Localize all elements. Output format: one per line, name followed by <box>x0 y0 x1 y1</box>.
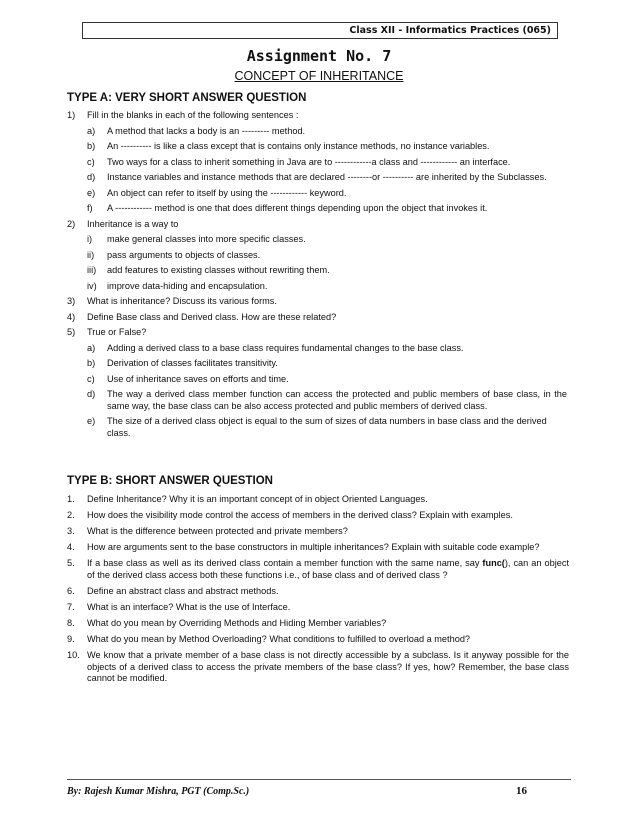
question-text: What is the difference between protected and private members? <box>87 526 348 537</box>
question-text: What is inheritance? Discuss its various forms. <box>87 296 277 306</box>
question-b7 <box>67 602 569 614</box>
question-b1 <box>67 494 569 506</box>
sub-number: ii) <box>87 249 95 260</box>
question-text: What is an interface? What is the use of Interface. <box>87 602 291 613</box>
sub-text: Instance variables and instance methods that are declared --------or ---------- are inherited by the Subclasses. <box>107 172 547 182</box>
sub-question <box>87 203 567 215</box>
question-number: 2) <box>67 218 76 229</box>
question-b10 <box>67 650 569 685</box>
question-text: Define Base class and Derived class. How are these related? <box>87 311 337 322</box>
question-number: 6. <box>67 585 75 596</box>
sub-question <box>87 416 567 439</box>
sub-number: d) <box>87 389 96 399</box>
sub-question <box>87 234 567 246</box>
sub-number: d) <box>87 172 96 182</box>
question-text: We know that a private member of a base class is not directly accessible by a subclass. Is it anyway possible for the objects of a derived class to access the private members of the base class? If yes, how? Remember, the base class cannot be modified. <box>87 650 569 684</box>
header-box <box>82 22 558 39</box>
question-b3 <box>67 526 569 538</box>
sub-question <box>87 389 567 412</box>
sub-text: Two ways for a class to inherit something in Java are to ------------a class and ------------ an interface. <box>107 156 511 167</box>
sub-text: pass arguments to objects of classes. <box>107 249 261 260</box>
question-text: True or False? <box>87 327 147 337</box>
sub-question <box>87 281 567 293</box>
sub-question <box>87 250 567 262</box>
sub-question <box>87 126 567 138</box>
sub-question <box>87 265 567 277</box>
question-number: 4. <box>67 542 75 553</box>
question-number: 1) <box>67 110 76 120</box>
question-number: 5) <box>67 327 76 337</box>
sub-question <box>87 141 567 153</box>
question-number: 4) <box>67 311 76 322</box>
question-b2 <box>67 510 569 522</box>
question-a5 <box>67 327 567 439</box>
sub-number: b) <box>87 358 96 368</box>
sub-question <box>87 157 567 169</box>
question-a4 <box>67 312 567 324</box>
sub-text: make general classes into more specific classes. <box>107 234 306 244</box>
sub-question <box>87 172 567 184</box>
footer-divider <box>67 779 571 780</box>
course-header: Class XII - Informatics Practices (065) <box>349 25 551 36</box>
sub-text: Adding a derived class to a base class requires fundamental changes to the base class. <box>107 342 464 353</box>
question-number: 1. <box>67 494 75 504</box>
question-number: 3) <box>67 296 76 306</box>
question-b4 <box>67 542 569 554</box>
sub-number: f) <box>87 203 93 213</box>
sub-number: iv) <box>87 280 97 291</box>
sub-question <box>87 343 567 355</box>
sub-text: A method that lacks a body is an --------- method. <box>107 125 306 136</box>
section-b-heading: TYPE B: SHORT ANSWER QUESTION <box>67 475 273 487</box>
sub-question <box>87 358 567 370</box>
sub-text: An object can refer to itself by using the ------------ keyword. <box>107 187 347 198</box>
question-text: Define an abstract class and abstract methods. <box>87 585 279 596</box>
question-number: 7. <box>67 602 75 613</box>
sub-number: e) <box>87 416 96 426</box>
question-text <box>87 558 569 581</box>
section-b-list <box>67 494 569 689</box>
question-text-end: ), can an object of the derived class access both these functions i.e., of base class and of derived class ? <box>87 558 569 580</box>
question-b5 <box>67 558 569 581</box>
assignment-subtitle: CONCEPT OF INHERITANCE <box>234 69 404 83</box>
question-text: What do you mean by Overriding Methods and Hiding Member variables? <box>87 618 387 629</box>
question-text: How does the visibility mode control the access of members in the derived class? Explain with examples. <box>87 510 513 521</box>
section-a-heading: TYPE A: VERY SHORT ANSWER QUESTION <box>67 92 307 104</box>
question-text: How are arguments sent to the base constructors in multiple inheritances? Explain with suitable code example? <box>87 542 540 553</box>
sub-number: c) <box>87 156 95 167</box>
question-b6 <box>67 586 569 598</box>
sub-text: Derivation of classes facilitates transitivity. <box>107 358 278 368</box>
question-number: 10. <box>67 650 80 661</box>
question-text-start: If a base class as well as its derived class contain a member function with the same name, say <box>87 558 483 569</box>
function-name: func( <box>482 558 505 569</box>
section-a-list <box>67 110 567 443</box>
question-number: 9. <box>67 634 75 645</box>
question-b9 <box>67 634 569 646</box>
question-text: Define Inheritance? Why it is an important concept of in object Oriented Languages. <box>87 494 428 504</box>
question-number: 5. <box>67 558 75 569</box>
sub-question <box>87 374 567 386</box>
sub-number: c) <box>87 373 95 384</box>
sub-text: The way a derived class member function can access the protected and public members of base class, in the same way, the base class can be also access protected and public members of derived class. <box>107 389 567 411</box>
question-number: 2. <box>67 510 75 521</box>
sub-number: iii) <box>87 265 97 275</box>
sub-number: a) <box>87 125 96 136</box>
sub-number: b) <box>87 141 96 151</box>
sub-question <box>87 188 567 200</box>
assignment-title: Assignment No. 7 <box>246 47 392 65</box>
sub-text: add features to existing classes without rewriting them. <box>107 265 330 275</box>
question-number: 8. <box>67 618 75 629</box>
sub-text: Use of inheritance saves on efforts and time. <box>107 373 289 384</box>
sub-number: a) <box>87 342 96 353</box>
question-number: 3. <box>67 526 75 537</box>
question-a3 <box>67 296 567 308</box>
question-text: Fill in the blanks in each of the following sentences : <box>87 110 299 120</box>
question-a1 <box>67 110 567 215</box>
question-a2 <box>67 219 567 293</box>
page-number: 16 <box>516 785 527 797</box>
question-text: What do you mean by Method Overloading? What conditions to fulfilled to overload a method? <box>87 634 471 645</box>
question-text: Inheritance is a way to <box>87 218 179 229</box>
sub-number: i) <box>87 234 93 244</box>
footer-author: By: Rajesh Kumar Mishra, PGT (Comp.Sc.) <box>67 786 250 797</box>
sub-text: An ---------- is like a class except that is contains only instance methods, no instance variables. <box>107 141 490 151</box>
sub-number: e) <box>87 187 96 198</box>
question-b8 <box>67 618 569 630</box>
sub-text: The size of a derived class object is equal to the sum of sizes of data numbers in base class and the derived class. <box>107 416 547 438</box>
sub-text: A ------------ method is one that does different things depending upon the object that invokes it. <box>107 203 488 213</box>
sub-text: improve data-hiding and encapsulation. <box>107 280 268 291</box>
